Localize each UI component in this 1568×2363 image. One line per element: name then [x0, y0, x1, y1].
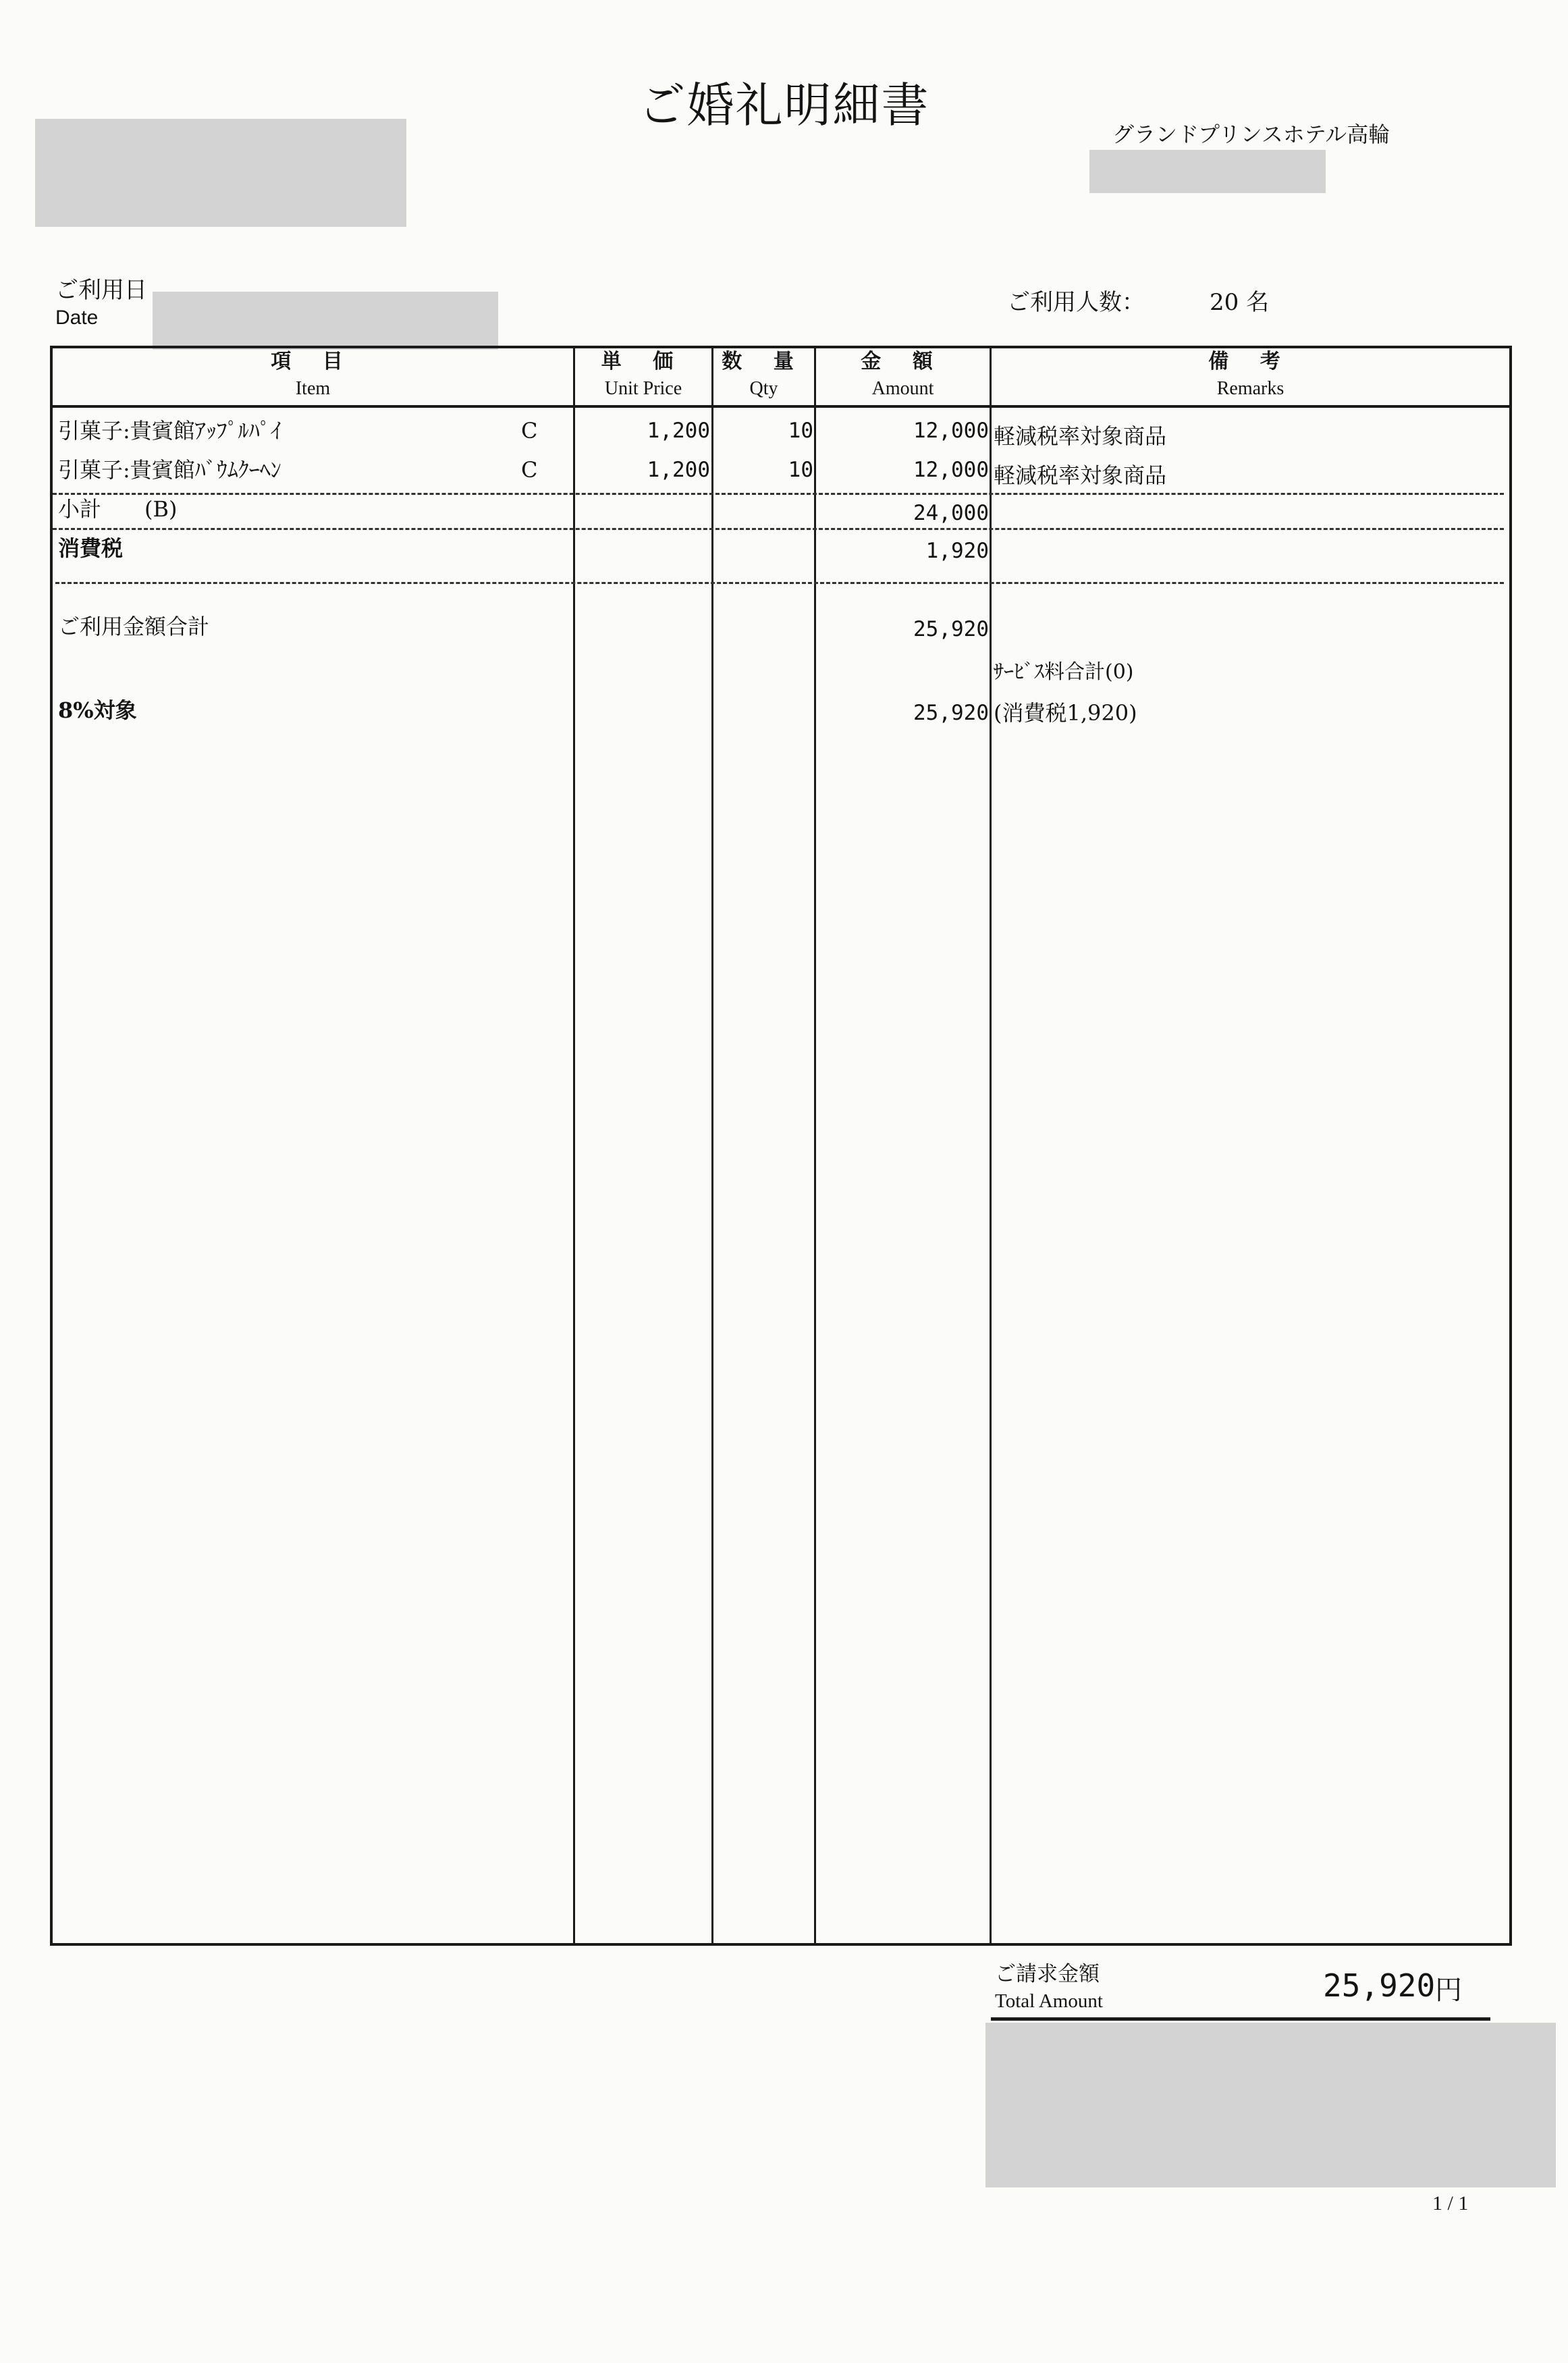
- row-2-unit-price: 1,200: [647, 458, 710, 482]
- date-label-jp: ご利用日: [55, 277, 147, 304]
- row-2-remarks: 軽減税率対象商品: [994, 462, 1167, 488]
- date-label-en: Date: [55, 307, 99, 329]
- rate-8-amount: 25,920: [913, 701, 989, 725]
- tax-label: 消費税: [58, 535, 124, 561]
- header-qty: [713, 348, 814, 405]
- row-1-qty: 10: [788, 419, 813, 443]
- col-divider-2: [711, 346, 713, 1946]
- grand-total-amount: 25,920: [913, 617, 989, 641]
- guests-value: 20 名: [1210, 289, 1270, 316]
- redacted-recipient: [35, 119, 406, 227]
- header-amount-en: Amount: [871, 378, 934, 399]
- header-item: [53, 348, 573, 405]
- billing-currency: 円: [1435, 1975, 1462, 2006]
- header-rule: [50, 405, 1512, 408]
- page-number: 1 / 1: [1432, 2192, 1469, 2214]
- row-1-item: 引菓子:貴賓館ｱｯﾌﾟﾙﾊﾟｲ: [58, 418, 281, 444]
- row-2-code: C: [521, 457, 538, 483]
- subtotal-label: 小計: [58, 496, 102, 522]
- row-2-item: 引菓子:貴賓館ﾊﾞｳﾑｸｰﾍﾝ: [58, 457, 281, 483]
- document-title: ご婚礼明細書: [638, 78, 930, 133]
- row-1-unit-price: 1,200: [647, 419, 710, 443]
- header-amount: [816, 348, 990, 405]
- header-amount-jp: 金 額: [861, 350, 945, 373]
- divider-total: [55, 582, 1504, 584]
- row-2-qty: 10: [788, 458, 813, 482]
- header-item-en: Item: [295, 378, 331, 399]
- divider-tax: [53, 528, 1504, 530]
- row-1-remarks: 軽減税率対象商品: [994, 423, 1167, 449]
- redacted-date: [153, 292, 498, 350]
- col-divider-4: [990, 346, 992, 1946]
- subtotal-amount: 24,000: [913, 501, 989, 525]
- col-divider-1: [573, 346, 575, 1946]
- redacted-footer: [985, 2023, 1556, 2187]
- guests-label: ご利用人数：: [1007, 289, 1145, 316]
- rate-8-label: 8%対象: [58, 697, 137, 723]
- tax-amount: 1,920: [925, 539, 989, 563]
- divider-subtotal: [53, 493, 1504, 495]
- header-unit-price-jp: 単 価: [601, 350, 686, 373]
- rate-8-note: (消費税1,920): [994, 700, 1137, 726]
- billing-amount: 25,920: [1323, 1967, 1436, 2004]
- service-charge-note: ｻｰﾋﾞｽ料合計(0): [994, 660, 1134, 684]
- hotel-name: グランドプリンスホテル高輪: [1112, 122, 1390, 147]
- header-item-jp: 項 目: [271, 350, 355, 373]
- grand-total-label: ご利用金額合計: [58, 614, 210, 639]
- header-unit-price: [575, 348, 711, 405]
- billing-label-jp: ご請求金額: [995, 1962, 1100, 1986]
- header-qty-jp: 数 量: [722, 350, 806, 373]
- row-2-amount: 12,000: [913, 458, 989, 482]
- row-1-code: C: [521, 418, 538, 444]
- col-divider-3: [814, 346, 816, 1946]
- subtotal-tag: (B): [144, 496, 178, 522]
- row-1-amount: 12,000: [913, 419, 989, 443]
- header-qty-en: Qty: [749, 378, 778, 399]
- header-remarks-jp: 備 考: [1208, 350, 1293, 373]
- billing-underline: [991, 2017, 1490, 2021]
- header-unit-price-en: Unit Price: [604, 378, 682, 399]
- redacted-hotel-detail: [1089, 150, 1326, 193]
- detail-table: [50, 346, 1512, 1946]
- billing-label-en: Total Amount: [995, 1990, 1103, 2012]
- header-remarks: [992, 348, 1509, 405]
- header-remarks-en: Remarks: [1216, 378, 1285, 399]
